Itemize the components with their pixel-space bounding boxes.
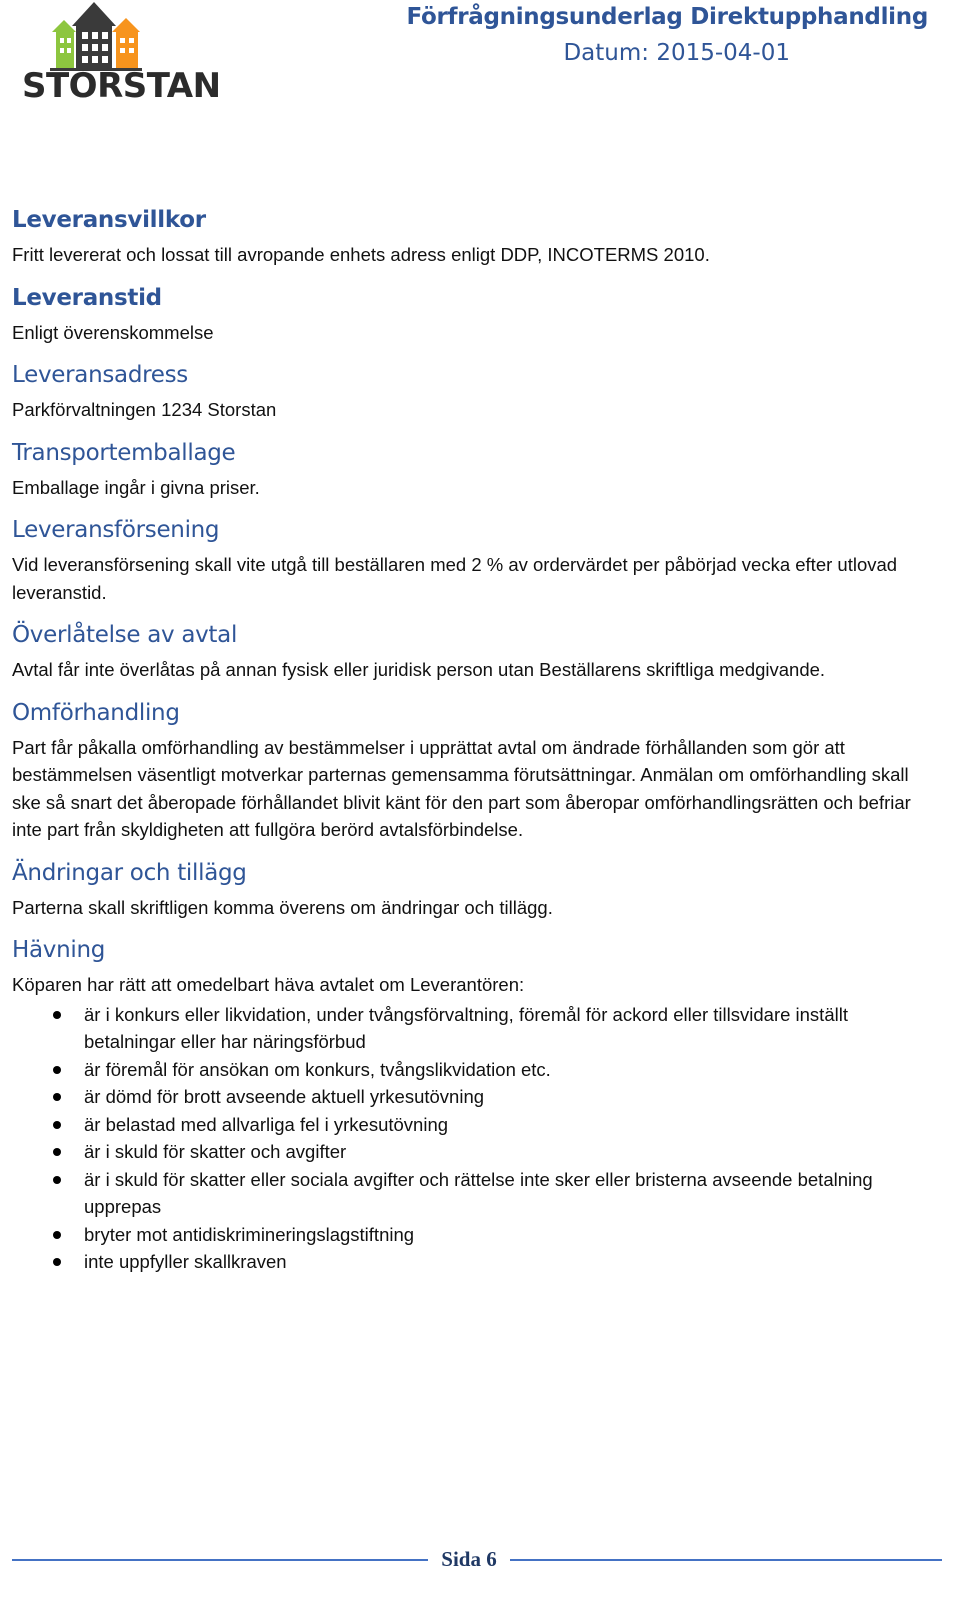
section-heading: Leveransvillkor [12,207,206,233]
page-footer [0,1545,960,1575]
section-heading: Omförhandling [12,699,180,726]
list-item: bryter mot antidiskrimineringslagstiftning [12,1221,942,1249]
section-heading: Ändringar och tillägg [12,859,247,886]
section-intro: Köparen har rätt att omedelbart häva avtalet om Leverantören: [12,974,525,995]
bullet-icon [53,1176,61,1184]
section-text: Fritt levererat och lossat till avropande enhets adress enligt DDP, INCOTERMS 2010. [12,244,710,265]
page-header [0,0,960,120]
list-item: är i skuld för skatter eller sociala avgifter och rättelse inte sker eller bristerna avseende betalning upprepas [12,1166,942,1221]
havning-list [12,1001,942,1276]
section-heading: Leveranstid [12,284,162,311]
document-date: Datum: 2015-04-01 [563,40,790,66]
bullet-icon [53,1121,61,1129]
storstan-logo [20,0,221,108]
list-item: är i konkurs eller likvidation, under tvångsförvaltning, föremål för ackord eller tillsvidare inställt betalningar eller har näringsförbud [12,1001,942,1056]
bullet-icon [53,1066,61,1074]
section-andringar [12,858,942,922]
section-havning [12,935,942,1276]
list-item: är i skuld för skatter och avgifter [12,1138,942,1166]
section-text: Emballage ingår i givna priser. [12,476,260,498]
footer-rule-left [12,1559,428,1561]
section-leveranstid [12,283,942,347]
section-text: Parkförvaltningen 1234 Storstan [12,399,277,420]
section-heading: Hävning [12,937,106,963]
section-leveransforsening [12,515,942,606]
footer-rule-right [510,1559,942,1561]
document-body [12,205,942,1290]
list-item: inte uppfyller skallkraven [12,1248,942,1276]
list-item: är föremål för ansökan om konkurs, tvångslikvidation etc. [12,1056,942,1084]
document-title: Förfrågningsunderlag Direktupphandling [406,4,928,30]
bullet-icon [53,1011,61,1019]
section-text: Avtal får inte överlåtas på annan fysisk eller juridisk person utan Beställarens skriftliga medgivande. [12,659,826,680]
section-overlatelse [12,620,942,684]
section-heading: Leveransförsening [12,517,220,543]
section-text: Parterna skall skriftligen komma överens om ändringar och tillägg. [12,896,553,918]
bullet-icon [53,1093,61,1101]
section-heading: Överlåtelse av avtal [12,622,238,648]
list-item: är dömd för brott avseende aktuell yrkesutövning [12,1083,942,1111]
section-text: Enligt överenskommelse [12,321,214,343]
bullet-icon [53,1258,61,1266]
section-leveransvillkor [12,205,942,269]
section-omforhandling [12,698,942,844]
bullet-icon [53,1148,61,1156]
logo-wordmark: STORSTAN [22,66,221,106]
section-heading: Transportemballage [12,439,236,466]
section-text: Part får påkalla omförhandling av bestämmelser i upprättat avtal om ändrade förhållanden som gör att bestämmelsen väsentligt motverkar parternas gemensamma förutsättningar. Anmälan om omförhandling skall ske så snart det åberopade förhållandet blivit känt för den part som åberopar omförhandlingsrätten och befriar inte part från skyldigheten att fullgöra berörd avtalsförbindelse. [12,736,911,840]
bullet-icon [53,1231,61,1239]
section-leveransadress [12,360,942,424]
list-item: är belastad med allvarliga fel i yrkesutövning [12,1111,942,1139]
city-skyline-icon [20,0,206,72]
page-number: Sida 6 [441,1547,497,1571]
section-text: Vid leveransförsening skall vite utgå till beställaren med 2 % av ordervärdet per påbörjad vecka efter utlovad leveranstid. [12,554,898,603]
section-heading: Leveransadress [12,362,188,388]
section-transportemballage [12,438,942,502]
